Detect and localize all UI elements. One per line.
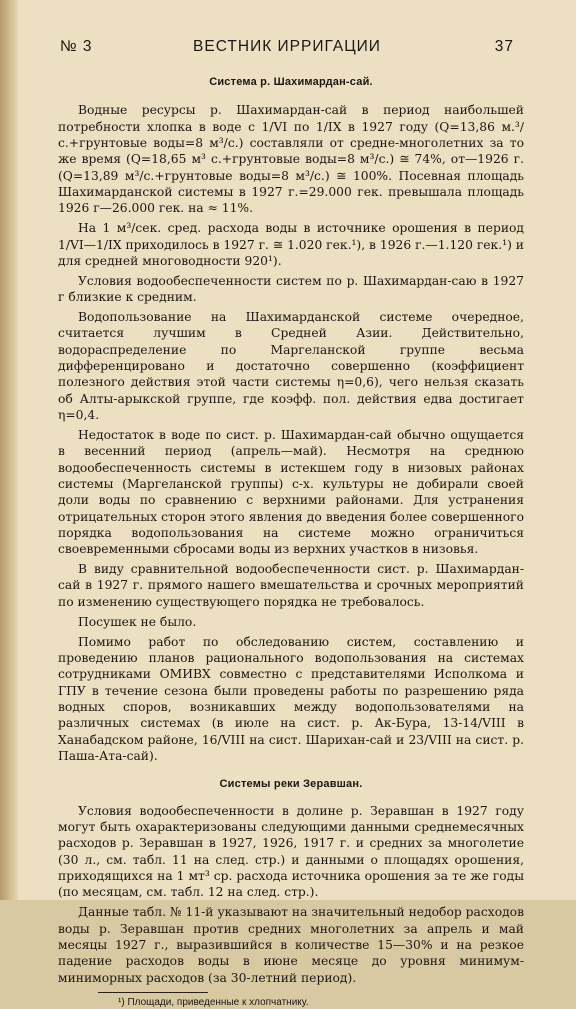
page-number: 37 [494,38,514,55]
paragraph: Данные табл. № 11-й указывают на значительный недобор расходов воды р. Зеравшан против средних многолетних за апрель и май месяцы 1927 г., выразившийся в количестве 15—30% и на резкое падение расходов воды в июне месяце до уровня минимум-миниморных расходов (за 30-летний период). [58,905,524,985]
paragraph: Водопользование на Шахимарданской системе очередное, считается лучшим в Средней Азии. Действительно, водораспределение по Маргеланской группе весьма дифференцировано и достаточно совершенно (коэффициент полезного действия этой части системы η=0,6), чего нельзя сказать об Алты-арыкской группе, где коэфф. пол. действия едва достигает η=0,4. [58,309,524,423]
section-title-shakhimardan: Система р. Шахимардан-сай. [209,76,373,88]
page-content [58,74,524,1009]
footnote: ¹) Площади, приведенные к хлопчатнику. [118,996,309,1008]
paragraph: Помимо работ по обследованию систем, составлению и проведению планов рационального водопользования на системах сотрудниками ОМИВХ совместно с представителями Исполкома и ГПУ в течение сезона были проведены работы по разрешению ряда водных споров, возникавших между водопользователями на различных системах (в июле на сист. р. Ак-Бура, 13-14/VIII в Ханабадском районе, 16/VIII на сист. Шарихан-сай и 23/VIII на сист. р. Паша-Ата-сай). [58,634,524,763]
page-edge [0,0,18,900]
paragraph: Водные ресурсы р. Шахимардан-сай в период наибольшей потребности хлопка в воде с 1/VI по 1/IX в 1927 году (Q=13,86 м.³/с.+грунтовые воды=8 м³/с.) составляли от средне-многолетних за то же время (Q=18,65 м³ с.+грунтовые воды=8 м³/с.) ≅ 74%, от—1926 г. (Q=13,89 м³/с.+грунтовые воды=8 м³/с.) ≅ 100%. Посевная площадь Шахимарданской системы в 1927 г.=29.000 гек. превышала площадь 1926 г—26.000 гек. на ≈ 11%. [58,103,524,216]
section-title-zeravshan: Системы реки Зеравшан. [219,778,363,791]
footnote-divider [98,992,208,993]
paragraph: В виду сравнительной водообеспеченности сист. р. Шахимардан-сай в 1927 г. прямого нашего вмешательства и срочных мероприятий по изменению существующего порядка не требовалось. [58,562,524,609]
paragraph: На 1 м³/сек. сред. расхода воды в источнике орошения в период 1/VI—1/IX приходилось в 1927 г. ≅ 1.020 гек.¹), в 1926 г.—1.120 гек.¹) и для средней многоводности 920¹). [58,221,524,268]
journal-title: ВЕСТНИК ИРРИГАЦИИ [193,38,381,55]
running-header [60,38,514,62]
paragraph: Условия водообеспеченности в долине р. Зеравшан в 1927 году могут быть охарактеризованы следующими данными среднемесячных расходов р. Зеравшан в 1927, 1926, 1917 г. и средних за многолетие (30 л., см. табл. 11 на след. стр.) и данными о площадях орошения, приходящихся на 1 мт³ ср. расхода источника орошения за те же годы (по месяцам, см. табл. 12 на след. стр.). [58,803,524,900]
paragraph: Посушек не было. [78,614,197,629]
issue-number: № 3 [60,38,93,55]
paragraph: Условия водообеспеченности систем по р. Шахимардан-саю в 1927 г близкие к средним. [58,273,524,305]
paragraph: Недостаток в воде по сист. р. Шахимардан-сай обычно ощущается в весенний период (апрель—май). Несмотря на среднюю водообеспеченность системы в истекшем году в низовых районах системы (Маргеланской группы) с-х. культуры не добирали своей доли воды по сравнению с верхними районами. Для устранения отрицательных сторон этого явления до введения более совершенного порядка водопользования на системе можно ограничиться своевременными сбросами воды из верхних участков в низовья. [58,427,524,557]
